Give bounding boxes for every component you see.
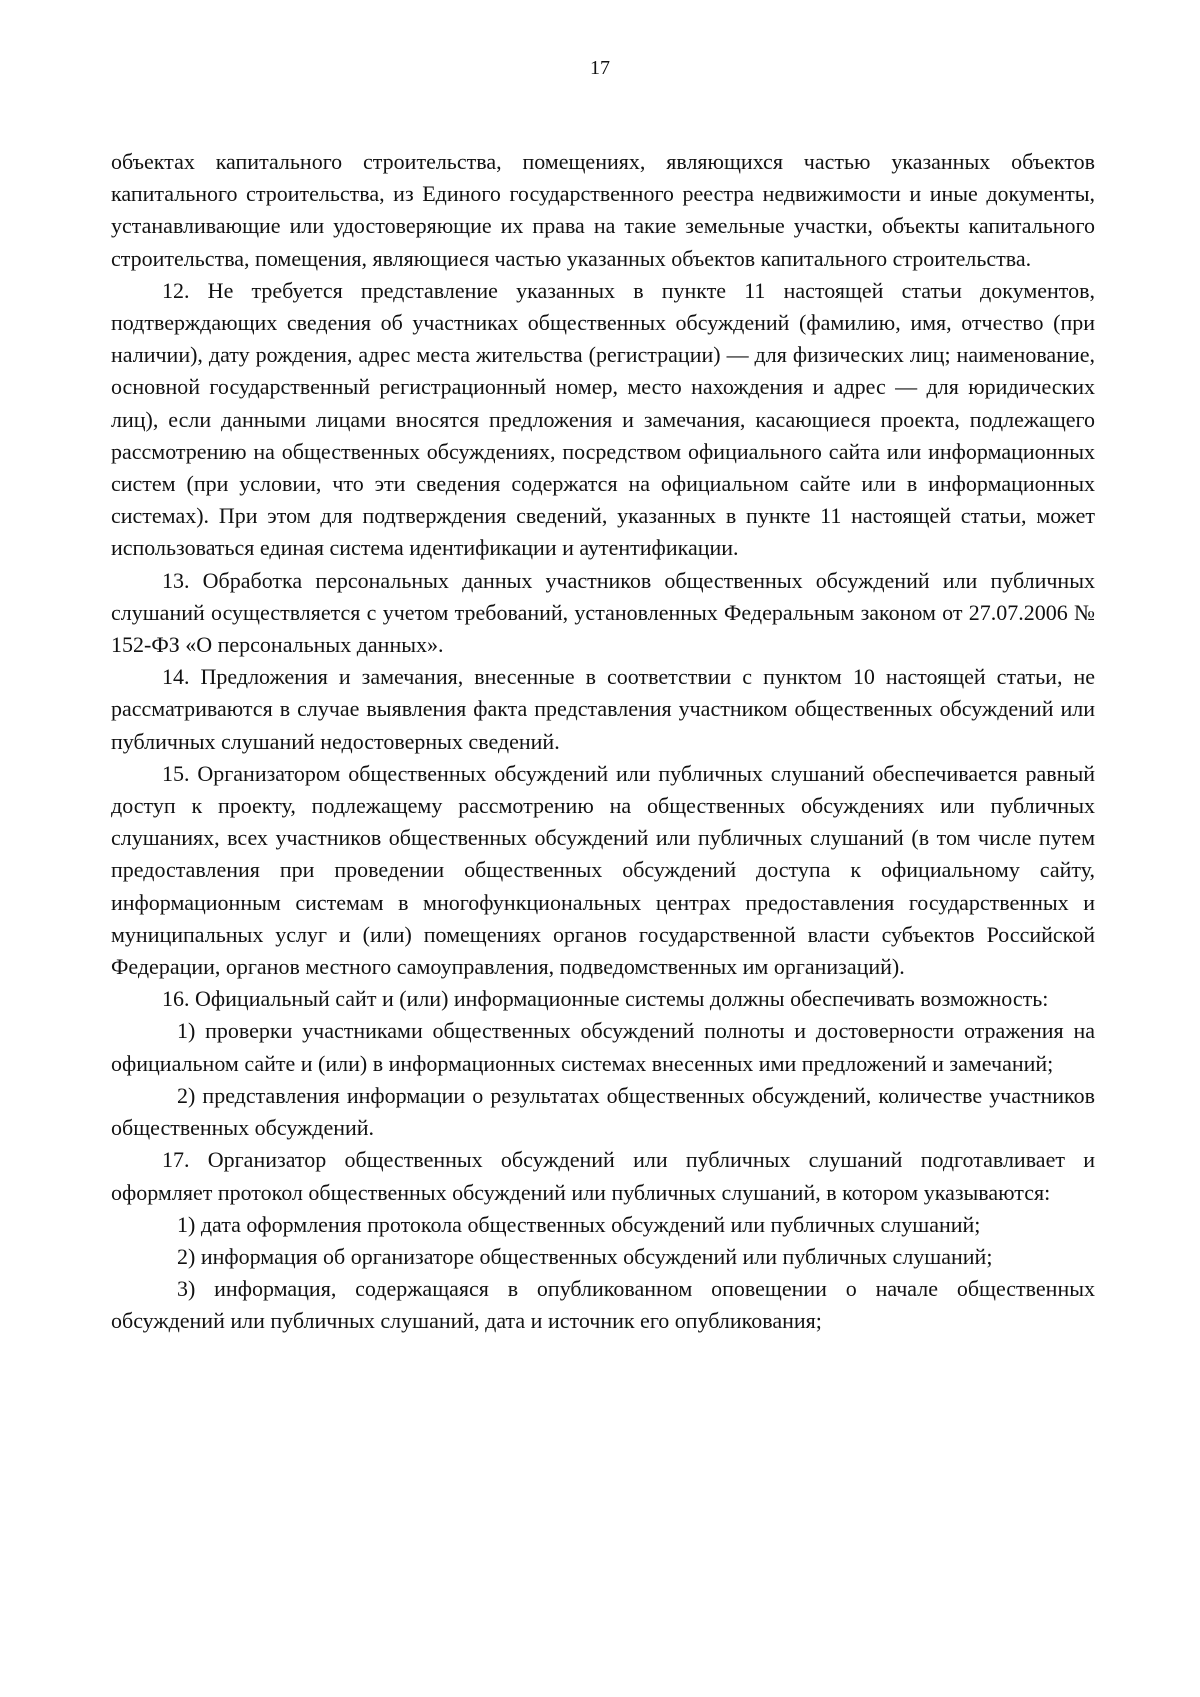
paragraph-item-14: 14. Предложения и замечания, внесенные в соответствии с пунктом 10 настоящей статьи, не рассматриваются в случае выявления факта представления участником общественных обсуждений или публичных слушаний недостоверных сведений. [111,664,1095,754]
paragraph-item-16-sub-1: 1) проверки участниками общественных обсуждений полноты и достоверности отражения на официальном сайте и (или) в информационных системах внесенных ими предложений и замечаний; [111,1018,1095,1076]
paragraph-continuation: объектах капитального строительства, помещениях, являющихся частью указанных объектов капитального строительства, из Единого государственного реестра недвижимости и иные документы, устанавливающие или удостоверяющие их права на такие земельные участки, объекты капитального строительства, помещения, являющиеся частью указанных объектов капитального строительства. [111,149,1095,271]
page-number: 17 [590,57,610,79]
paragraph-item-15: 15. Организатором общественных обсуждений или публичных слушаний обеспечивается равный доступ к проекту, подлежащему рассмотрению на общественных обсуждениях или публичных слушаниях, всех участников общественных обсуждений или публичных слушаний (в том числе путем предоставления при проведении общественных обсуждений доступа к официальному сайту, информационным системам в многофункциональных центрах предоставления государственных и муниципальных услуг и (или) помещениях органов государственной власти субъектов Российской Федерации, органов местного самоуправления, подведомственных им организаций). [111,760,1095,980]
paragraph-item-17: 17. Организатор общественных обсуждений или публичных слушаний подготавливает и оформляет протокол общественных обсуждений или публичных слушаний, в котором указываются: [111,1147,1095,1205]
document-body [111,146,1095,1338]
paragraph-item-17-sub-1: 1) дата оформления протокола общественных обсуждений или публичных слушаний; [177,1211,981,1237]
paragraph-item-17-sub-2: 2) информация об организаторе общественных обсуждений или публичных слушаний; [177,1243,993,1269]
paragraph-item-16-sub-2: 2) представления информации о результатах общественных обсуждений, количестве участников общественных обсуждений. [111,1082,1095,1141]
paragraph-item-16: 16. Официальный сайт и (или) информационные системы должны обеспечивать возможность: [162,986,1049,1012]
paragraph-item-12: 12. Не требуется представление указанных в пункте 11 настоящей статьи документов, подтверждающих сведения об участниках общественных обсуждений (фамилию, имя, отчество (при наличии), дату рождения, адрес места жительства (регистрации) — для физических лиц; наименование, основной государственный регистрационный номер, место нахождения и адрес — для юридических лиц), если данными лицами вносятся предложения и замечания, касающиеся проекта, подлежащего рассмотрению на общественных обсуждениях, посредством официального сайта или информационных систем (при условии, что эти сведения содержатся на официальном сайте или в информационных системах). При этом для подтверждения сведений, указанных в пункте 11 настоящей статьи, может использоваться единая система идентификации и аутентификации. [111,277,1095,561]
paragraph-item-17-sub-3: 3) информация, содержащаяся в опубликованном оповещении о начале общественных обсуждений или публичных слушаний, дата и источник его опубликования; [111,1276,1095,1334]
paragraph-item-13: 13. Обработка персональных данных участников общественных обсуждений или публичных слушаний осуществляется с учетом требований, установленных Федеральным законом от 27.07.2006 № 152-ФЗ «О персональных данных». [111,567,1095,658]
